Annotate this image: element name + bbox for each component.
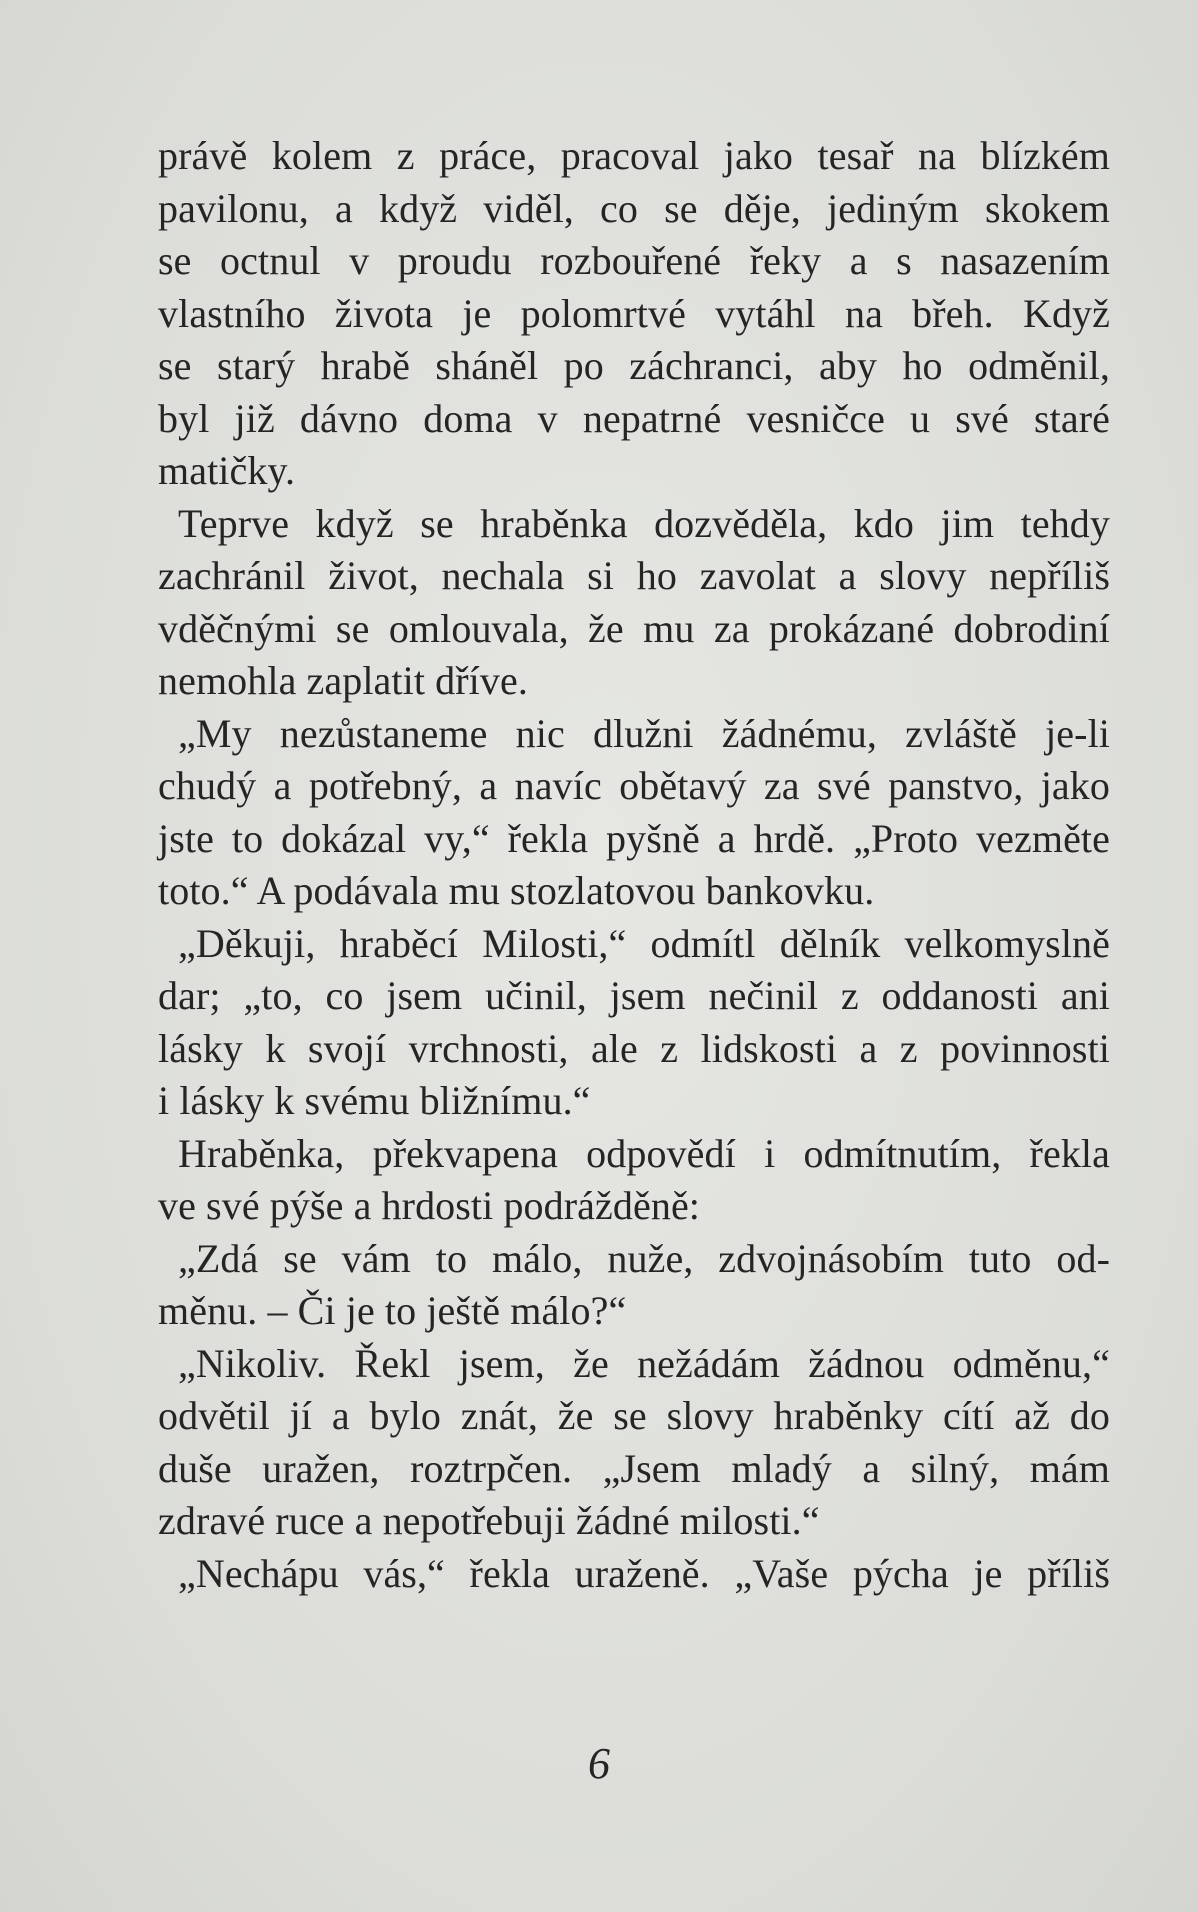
text-line: lásky k svojí vrchnosti, ale z lidskosti a z povinnosti: [158, 1025, 1110, 1071]
text-line: byl již dávno doma v nepatrné vesničce u své staré: [158, 395, 1110, 441]
text-line: se starý hrabě sháněl po záchranci, aby ho odměnil,: [158, 343, 1110, 388]
text-line: právě kolem z práce, pracoval jako tesař na blízkém: [158, 133, 1110, 178]
text-line: „Zdá se vám to málo, nuže, zdvojnásobím tuto od-: [178, 1235, 1110, 1281]
text-line: měnu. – Či je to ještě málo?“: [158, 1288, 627, 1333]
text-line: jste to dokázal vy,“ řekla pyšně a hrdě. „Proto vezměte: [158, 815, 1110, 861]
text-line: i lásky k svému bližnímu.“: [158, 1078, 591, 1123]
text-line: Hraběnka, překvapena odpovědí i odmítnutím, řekla: [178, 1130, 1110, 1176]
text-line: „Nikoliv. Řekl jsem, že nežádám žádnou odměnu,“: [178, 1340, 1110, 1386]
text-line: zachránil život, nechala si ho zavolat a slovy nepříliš: [158, 553, 1110, 598]
text-line: matičky.: [158, 448, 296, 493]
text-line: toto.“ A podávala mu stozlatovou bankovku.: [158, 868, 875, 913]
text-line: ve své pýše a hrdosti podrážděně:: [158, 1183, 701, 1228]
text-line: pavilonu, a když viděl, co se děje, jediným skokem: [158, 185, 1110, 231]
text-line: vděčnými se omlouvala, že mu za prokázané dobrodiní: [158, 605, 1110, 651]
text-line: Teprve když se hraběnka dozvěděla, kdo jim tehdy: [178, 500, 1110, 546]
text-line: se octnul v proudu rozbouřené řeky a s nasazením: [158, 238, 1110, 283]
text-line: nemohla zaplatit dříve.: [158, 658, 528, 703]
text-line: dar; „to, co jsem učinil, jsem nečinil z oddanosti ani: [158, 973, 1110, 1018]
body-text: [158, 130, 1110, 1600]
text-line: chudý a potřebný, a navíc obětavý za své panstvo, jako: [158, 763, 1110, 808]
text-line: „My nezůstaneme nic dlužni žádnému, zvláště je-li: [178, 710, 1110, 756]
page-number: 6: [588, 1739, 610, 1788]
text-line: vlastního života je polomrtvé vytáhl na břeh. Když: [158, 290, 1110, 336]
text-line: duše uražen, roztrpčen. „Jsem mladý a silný, mám: [158, 1445, 1110, 1491]
text-line: „Děkuji, hraběcí Milosti,“ odmítl dělník velkomyslně: [178, 920, 1110, 966]
text-line: odvětil jí a bylo znát, že se slovy hraběnky cítí až do: [158, 1393, 1110, 1438]
text-line: zdravé ruce a nepotřebuji žádné milosti.“: [158, 1498, 820, 1543]
text-line: „Nechápu vás,“ řekla uraženě. „Vaše pýcha je příliš: [178, 1550, 1110, 1596]
